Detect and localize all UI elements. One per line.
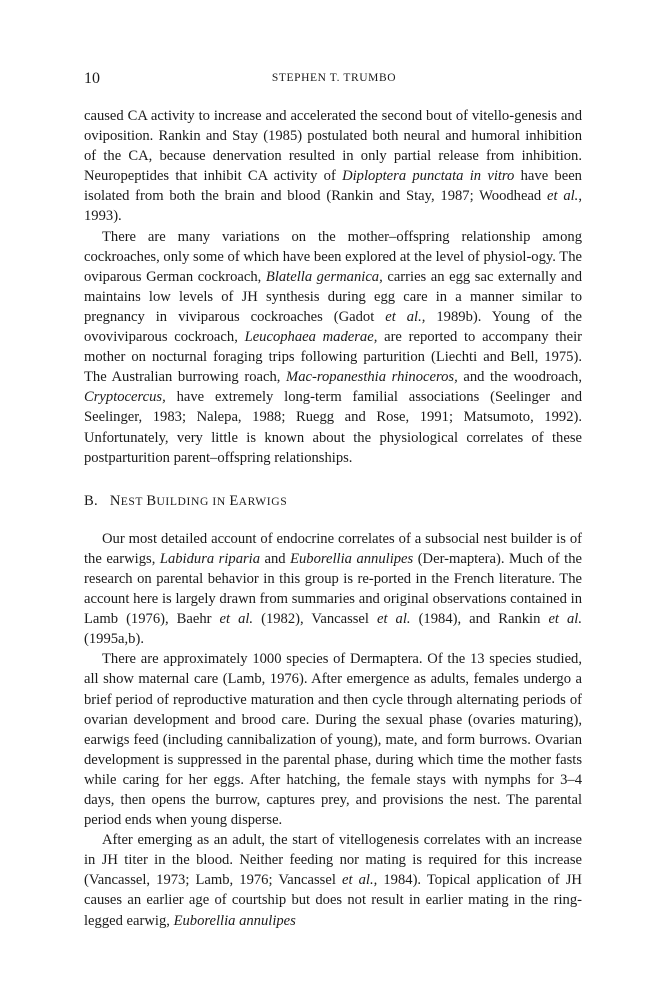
paragraph	[84, 529, 582, 650]
text-run: There are approximately 1000 species of Dermaptera. Of the 13 species studied, all show maternal care (Lamb, 1976). After emergence as adults, females undergo a brief period of reproductive maturation and then cycle through alternating periods of ovarian development and brood care. During the sexual phase (ovaries maturing), earwigs feed (including cannibalization of young), mate, and form burrows. Ovarian development is suppressed in the parental phase, during which time the mother fasts while caring for her eggs. After hatching, the female stays with nymphs for 3–4 days, then opens the burrow, captures prey, and provisions the nest. The parental period ends when young disperse.	[84, 651, 582, 829]
text-run: There are many variations on the mother–offspring relationship among cockroaches, only some of which have been explored at the level of physiol-ogy. The oviparous German cockroach,	[84, 228, 582, 285]
small-caps-text: UILDING IN	[156, 494, 230, 508]
italic-text: et al.,	[342, 872, 378, 889]
italic-text: Euborellia annulipes	[290, 550, 414, 567]
italic-text: Blatella germanica,	[265, 268, 383, 285]
text-run: N	[109, 492, 121, 509]
italic-text: et al.	[219, 611, 254, 628]
text-run: 1989b). Young of the ovoviviparous cockroach,	[84, 308, 582, 346]
paragraph	[84, 830, 582, 930]
text-run: B	[146, 492, 157, 509]
text-run: have extremely long-term familial associations (Seelinger and Seelinger, 1983; Nalepa, 1988; Ruegg and Rose, 1991; Matsumoto, 1992). Unfortunately, very little is known about the physiological correlates of these postparturition parent–​offspring relationships.	[84, 389, 582, 466]
text-run: caused CA activity to increase and accelerated the second bout of vitello-genesis and oviposition. Rankin and Stay (1985) postulated both neural and humoral inhibition of the CA, because denervation resulted in only partial release from inhibition. Neuropeptides that inhibit CA activity of	[84, 108, 582, 185]
italic-text: et al.	[547, 188, 579, 205]
italic-text: et al.,	[385, 308, 426, 325]
small-caps-text: EST	[120, 494, 147, 508]
text-run: Our most detailed account of endocrine correlates of a subsocial nest builder is of the earwigs,	[84, 530, 582, 567]
text-run: (1982), Vancassel	[253, 611, 377, 628]
paragraph	[84, 649, 582, 830]
text-run: 1984). Topical application of JH causes an earlier age of courtship but does not result in earlier mating in the ring-legged earwig,	[84, 872, 582, 929]
text-run: and	[260, 550, 291, 567]
text-run: have been isolated from both the brain and blood (Rankin and Stay, 1987; Woodhead	[84, 168, 582, 205]
text-run: , 1993).	[84, 188, 582, 225]
italic-text: et al.	[548, 611, 582, 628]
text-run: (1984), and Rankin	[410, 611, 549, 628]
body-text	[84, 106, 582, 931]
small-caps-text: ARWIGS	[238, 494, 288, 508]
text-run: are reported to accompany their mother on nocturnal foraging trips following parturition (Liechti and Bell, 1975). The Australian burrowing roach,	[84, 329, 582, 386]
paragraph	[84, 106, 582, 227]
text-run: (1995a,b).	[84, 631, 144, 648]
italic-text: Labidura riparia	[159, 550, 261, 567]
page-number: 10	[84, 70, 100, 87]
italic-text: Leucophaea maderae,	[244, 329, 378, 346]
running-head	[84, 70, 584, 90]
paragraph	[84, 227, 582, 468]
text-run: After emerging as an adult, the start of vitellogenesis correlates with an increase in JH titer in the blood. Neither feeding nor mating is required for this increase (Vancassel, 1973; Lamb, 1976; Vancassel	[84, 832, 582, 889]
text-run: carries an egg sac externally and maintains low levels of JH synthesis during egg care in a manner similar to pregnancy in viviparous cockroaches (Gadot	[84, 268, 583, 325]
section-letter: B.	[84, 492, 98, 509]
italic-text: Mac-ropanesthia rhinoceros,	[286, 369, 458, 386]
text-run: E	[229, 492, 239, 509]
italic-text: et al.	[376, 611, 411, 628]
running-title: STEPHEN T. TRUMBO	[271, 72, 397, 84]
italic-text: Euborellia annulipes	[173, 912, 296, 929]
text-run: (Der-maptera). Much of the research on parental behavior in this group is re-ported in the French literature. The account here is largely drawn from summaries and original observations contained in Lamb (1976), Baehr	[84, 550, 582, 628]
section-title	[110, 493, 287, 509]
section-heading	[84, 491, 582, 512]
italic-text: Cryptocercus,	[84, 389, 166, 406]
text-run: and the woodroach,	[457, 369, 583, 386]
italic-text: Diploptera punctata in vitro	[342, 168, 515, 185]
